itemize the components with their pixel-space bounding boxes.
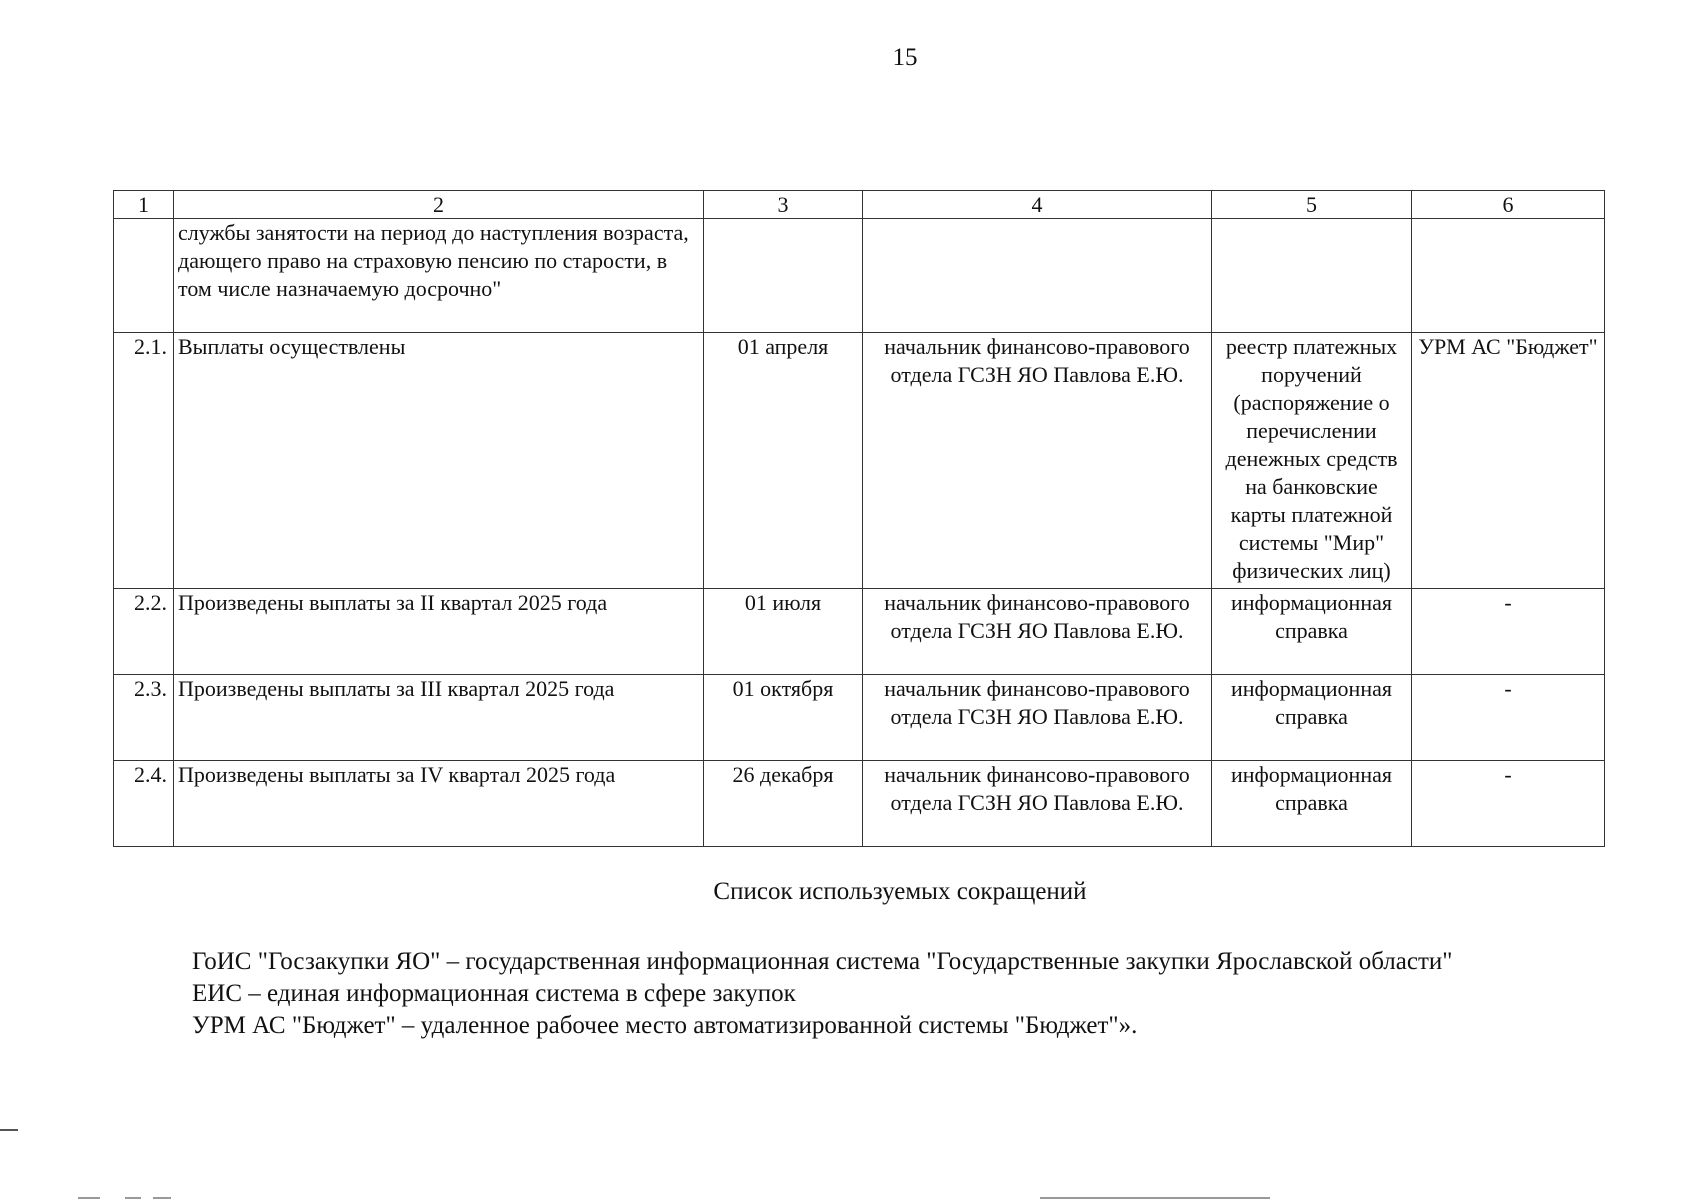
plan-table — [113, 190, 1605, 847]
responsible-cell: начальник финансово-правового отдела ГСЗН ЯО Павлова Е.Ю. — [863, 761, 1212, 847]
abbreviation-item: ГоИС "Госзакупки ЯО" – государственная информационная система "Государственные закупки Ярославской области" — [192, 948, 1453, 975]
abbreviations-list — [113, 946, 1603, 1042]
column-header: 6 — [1412, 191, 1605, 219]
responsible-cell — [863, 219, 1212, 333]
column-header: 4 — [863, 191, 1212, 219]
abbreviations-title: Список используемых сокращений — [713, 878, 1087, 905]
event-cell: Произведены выплаты за III квартал 2025 года — [174, 675, 704, 761]
date-cell: 01 апреля — [704, 333, 863, 589]
scan-artifact — [125, 1197, 141, 1199]
responsible-cell: начальник финансово-правового отдела ГСЗН ЯО Павлова Е.Ю. — [863, 589, 1212, 675]
table-row — [114, 333, 1605, 589]
column-header: 2 — [174, 191, 704, 219]
column-header: 5 — [1212, 191, 1412, 219]
responsible-cell: начальник финансово-правового отдела ГСЗН ЯО Павлова Е.Ю. — [863, 675, 1212, 761]
row-number — [114, 219, 174, 333]
date-cell: 01 октября — [704, 675, 863, 761]
column-header: 3 — [704, 191, 863, 219]
system-cell: УРМ АС "Бюджет" — [1412, 333, 1605, 589]
table-header-row — [114, 191, 1605, 219]
responsible-cell: начальник финансово-правового отдела ГСЗН ЯО Павлова Е.Ю. — [863, 333, 1212, 589]
scan-edge-mark — [0, 1129, 18, 1131]
event-cell: Произведены выплаты за II квартал 2025 года — [174, 589, 704, 675]
page-number: 15 — [892, 44, 918, 71]
event-cell: службы занятости на период до наступления возраста, дающего право на страховую пенсию по старости, в том числе назначаемую досрочно" — [174, 219, 704, 333]
row-number: 2.3. — [114, 675, 174, 761]
row-number: 2.4. — [114, 761, 174, 847]
system-cell — [1412, 219, 1605, 333]
date-cell: 01 июля — [704, 589, 863, 675]
row-number: 2.1. — [114, 333, 174, 589]
document-cell: информационная справка — [1212, 589, 1412, 675]
scan-artifact — [1040, 1197, 1270, 1199]
event-cell: Выплаты осуществлены — [174, 333, 704, 589]
abbreviation-item: ЕИС – единая информационная система в сфере закупок — [192, 980, 796, 1007]
scan-artifact — [78, 1197, 100, 1199]
date-cell: 26 декабря — [704, 761, 863, 847]
system-cell: - — [1412, 761, 1605, 847]
event-cell: Произведены выплаты за IV квартал 2025 года — [174, 761, 704, 847]
table-row — [114, 761, 1605, 847]
column-header: 1 — [114, 191, 174, 219]
system-cell: - — [1412, 675, 1605, 761]
table-row — [114, 675, 1605, 761]
row-number: 2.2. — [114, 589, 174, 675]
document-cell: реестр платежных поручений (распоряжение о перечислении денежных средств на банковские карты платежной системы "Мир" физических лиц) — [1212, 333, 1412, 589]
abbreviation-item: УРМ АС "Бюджет" – удаленное рабочее место автоматизированной системы "Бюджет"». — [192, 1012, 1138, 1039]
date-cell — [704, 219, 863, 333]
table-row — [114, 589, 1605, 675]
document-cell — [1212, 219, 1412, 333]
scan-artifact — [153, 1197, 171, 1199]
table-row — [114, 219, 1605, 333]
document-cell: информационная справка — [1212, 675, 1412, 761]
system-cell: - — [1412, 589, 1605, 675]
document-cell: информационная справка — [1212, 761, 1412, 847]
